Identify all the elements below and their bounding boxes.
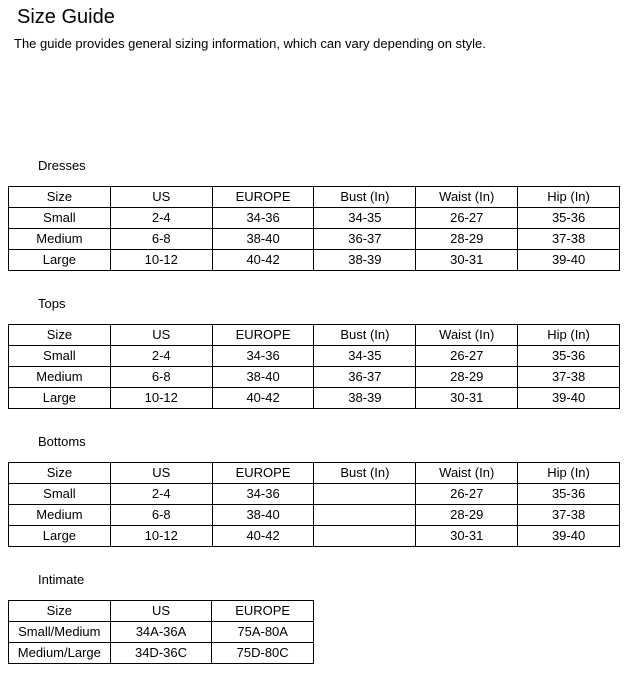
column-header: EUROPE	[212, 601, 314, 622]
column-header: EUROPE	[212, 463, 314, 484]
table-cell: 35-36	[518, 484, 620, 505]
table-cell: 26-27	[416, 208, 518, 229]
table-cell: 35-36	[518, 208, 620, 229]
table-cell: 38-40	[212, 229, 314, 250]
column-header: Size	[9, 463, 111, 484]
table-row	[9, 505, 620, 526]
table-cell: 6-8	[110, 229, 212, 250]
table-cell: Medium	[9, 229, 111, 250]
table-cell: 38-39	[314, 388, 416, 409]
table-cell: Small/Medium	[9, 622, 111, 643]
table-cell: 39-40	[518, 250, 620, 271]
table-cell: 34-36	[212, 208, 314, 229]
table-cell: Large	[9, 388, 111, 409]
table-header-row	[9, 325, 620, 346]
column-header: Hip (In)	[518, 187, 620, 208]
column-header: US	[110, 187, 212, 208]
table-row	[9, 526, 620, 547]
column-header: Hip (In)	[518, 463, 620, 484]
table-row	[9, 229, 620, 250]
table-cell: 30-31	[416, 250, 518, 271]
table-cell: Medium/Large	[9, 643, 111, 664]
column-header: Size	[9, 187, 111, 208]
size-table	[8, 324, 620, 409]
table-cell: Medium	[9, 505, 111, 526]
table-cell: 37-38	[518, 505, 620, 526]
page-subtitle: The guide provides general sizing information, which can vary depending on style.	[14, 36, 486, 51]
table-cell: 36-37	[314, 229, 416, 250]
table-cell: 10-12	[110, 526, 212, 547]
page-title: Size Guide	[17, 6, 115, 28]
table-cell: Medium	[9, 367, 111, 388]
table-cell: 75A-80A	[212, 622, 314, 643]
table-cell: 75D-80C	[212, 643, 314, 664]
table-cell: 39-40	[518, 526, 620, 547]
column-header: Bust (In)	[314, 325, 416, 346]
size-section	[0, 435, 631, 547]
table-cell: Small	[9, 208, 111, 229]
table-cell: 34-36	[212, 484, 314, 505]
size-table	[8, 462, 620, 547]
table-cell: 30-31	[416, 388, 518, 409]
table-cell: 38-40	[212, 367, 314, 388]
table-cell: 37-38	[518, 367, 620, 388]
table-cell: 10-12	[110, 388, 212, 409]
section-label: Bottoms	[38, 434, 86, 449]
section-label: Dresses	[38, 158, 86, 173]
table-cell	[314, 484, 416, 505]
table-cell: 34-35	[314, 346, 416, 367]
size-table	[8, 186, 620, 271]
table-cell: 2-4	[110, 484, 212, 505]
table-cell: 34-35	[314, 208, 416, 229]
table-cell: 40-42	[212, 250, 314, 271]
table-cell: 2-4	[110, 346, 212, 367]
column-header: Size	[9, 601, 111, 622]
table-cell: 38-39	[314, 250, 416, 271]
column-header: Size	[9, 325, 111, 346]
table-row	[9, 346, 620, 367]
column-header: EUROPE	[212, 325, 314, 346]
size-section	[0, 159, 631, 271]
column-header: US	[110, 325, 212, 346]
table-cell: 40-42	[212, 388, 314, 409]
table-cell: 39-40	[518, 388, 620, 409]
table-cell: 6-8	[110, 367, 212, 388]
column-header: US	[110, 463, 212, 484]
table-cell: 28-29	[416, 367, 518, 388]
table-cell	[314, 526, 416, 547]
table-cell: 34-36	[212, 346, 314, 367]
column-header: Bust (In)	[314, 187, 416, 208]
table-cell: 30-31	[416, 526, 518, 547]
sections-container	[0, 159, 631, 664]
table-cell: 26-27	[416, 346, 518, 367]
table-header-row	[9, 601, 314, 622]
size-section	[0, 297, 631, 409]
section-label: Tops	[38, 296, 66, 311]
table-cell: 38-40	[212, 505, 314, 526]
table-cell: 28-29	[416, 505, 518, 526]
table-header-row	[9, 463, 620, 484]
section-label: Intimate	[38, 572, 85, 587]
size-table	[8, 600, 314, 664]
size-section	[0, 573, 631, 664]
column-header: Waist (In)	[416, 187, 518, 208]
column-header: Bust (In)	[314, 463, 416, 484]
column-header: EUROPE	[212, 187, 314, 208]
table-cell: 2-4	[110, 208, 212, 229]
table-row	[9, 388, 620, 409]
column-header: Waist (In)	[416, 325, 518, 346]
table-row	[9, 367, 620, 388]
table-row	[9, 622, 314, 643]
table-cell: Small	[9, 346, 111, 367]
table-cell: 35-36	[518, 346, 620, 367]
table-cell: 36-37	[314, 367, 416, 388]
table-row	[9, 643, 314, 664]
table-cell: 6-8	[110, 505, 212, 526]
table-cell: Small	[9, 484, 111, 505]
column-header: US	[110, 601, 212, 622]
table-cell: 26-27	[416, 484, 518, 505]
table-cell: 10-12	[110, 250, 212, 271]
table-cell: Large	[9, 526, 111, 547]
table-row	[9, 484, 620, 505]
table-cell: 34A-36A	[110, 622, 212, 643]
table-cell	[314, 505, 416, 526]
table-cell: 28-29	[416, 229, 518, 250]
column-header: Waist (In)	[416, 463, 518, 484]
column-header: Hip (In)	[518, 325, 620, 346]
table-row	[9, 208, 620, 229]
table-cell: 34D-36C	[110, 643, 212, 664]
table-cell: Large	[9, 250, 111, 271]
table-cell: 37-38	[518, 229, 620, 250]
table-header-row	[9, 187, 620, 208]
table-cell: 40-42	[212, 526, 314, 547]
size-guide-document	[0, 5, 631, 664]
table-row	[9, 250, 620, 271]
